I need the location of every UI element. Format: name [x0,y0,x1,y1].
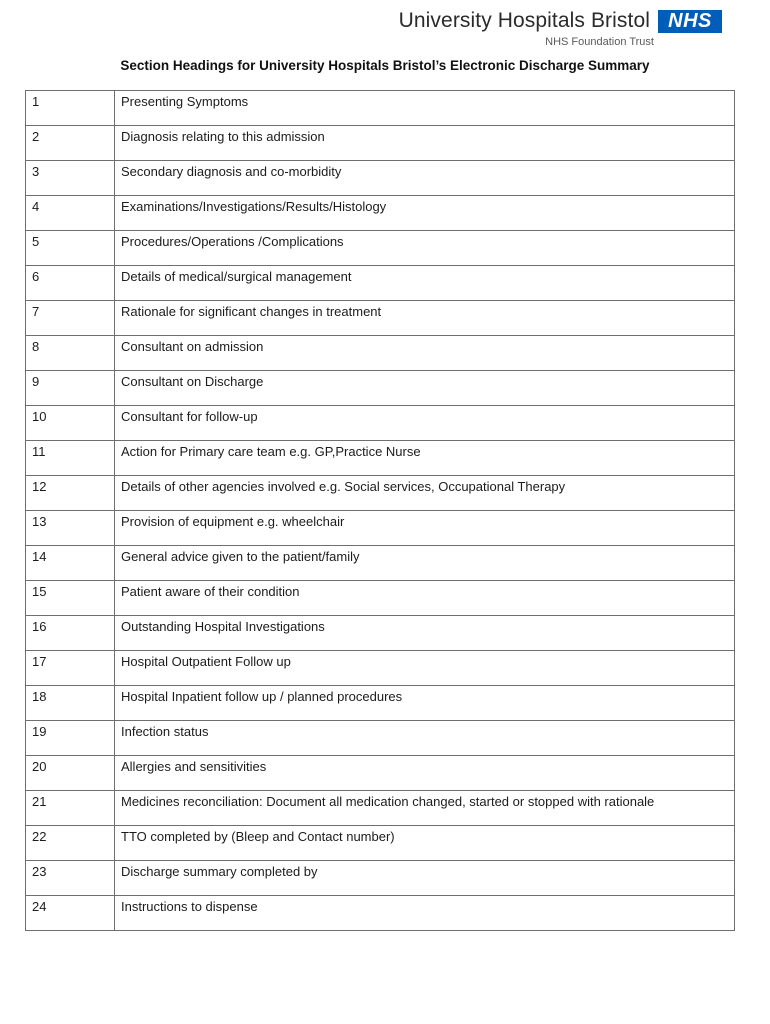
section-heading: Presenting Symptoms [121,94,249,109]
section-headings-table [25,90,735,931]
section-number: 11 [32,444,46,459]
section-heading: Action for Primary care team e.g. GP,Practice Nurse [121,444,421,459]
section-number: 1 [32,94,40,109]
section-heading: Medicines reconciliation: Document all medication changed, started or stopped with rationale [121,794,655,809]
table-row [26,476,735,511]
section-number-cell [26,441,115,476]
section-number: 7 [32,304,40,319]
section-number-cell [26,406,115,441]
section-heading-cell [115,616,735,651]
table-row [26,336,735,371]
section-number-cell [26,196,115,231]
logo-trust-name: NHS Foundation Trust [545,36,654,48]
section-heading-cell [115,511,735,546]
section-heading: General advice given to the patient/family [121,549,360,564]
section-heading-cell [115,231,735,266]
section-heading: Details of medical/surgical management [121,269,352,284]
section-number: 23 [32,864,47,879]
section-number: 8 [32,339,40,354]
section-heading: Discharge summary completed by [121,864,318,879]
table-row [26,441,735,476]
section-number: 21 [32,794,47,809]
section-number-cell [26,791,115,826]
section-heading: Infection status [121,724,209,739]
table-row [26,616,735,651]
section-heading: Outstanding Hospital Investigations [121,619,325,634]
section-number: 10 [32,409,47,424]
table-row [26,231,735,266]
table-row [26,546,735,581]
table-row [26,581,735,616]
section-number-cell [26,686,115,721]
section-heading-cell [115,441,735,476]
section-heading: Consultant on admission [121,339,264,354]
table-row [26,371,735,406]
table-row [26,791,735,826]
table-row [26,196,735,231]
table-row [26,721,735,756]
section-number-cell [26,546,115,581]
section-number: 18 [32,689,47,704]
section-number-cell [26,266,115,301]
section-heading-cell [115,371,735,406]
table-row [26,301,735,336]
section-heading: Examinations/Investigations/Results/Histology [121,199,387,214]
section-number: 4 [32,199,40,214]
section-heading-cell [115,826,735,861]
section-number-cell [26,721,115,756]
section-number-cell [26,861,115,896]
section-heading: Allergies and sensitivities [121,759,267,774]
section-number-cell [26,826,115,861]
section-heading: Procedures/Operations /Complications [121,234,344,249]
section-number-cell [26,511,115,546]
trust-logo [398,6,722,48]
document-title: Section Headings for University Hospitals Bristol’s Electronic Discharge Summary [120,58,650,73]
section-heading: Diagnosis relating to this admission [121,129,325,144]
table-row [26,756,735,791]
section-heading: Hospital Outpatient Follow up [121,654,291,669]
section-number-cell [26,301,115,336]
nhs-badge: NHS [658,10,722,33]
section-heading: Consultant for follow-up [121,409,258,424]
section-heading: TTO completed by (Bleep and Contact number) [121,829,395,844]
section-number: 16 [32,619,47,634]
section-heading: Rationale for significant changes in treatment [121,304,382,319]
table-row [26,126,735,161]
section-heading-cell [115,896,735,931]
section-heading-cell [115,301,735,336]
section-headings-body [26,91,735,931]
section-number-cell [26,616,115,651]
section-heading: Hospital Inpatient follow up / planned procedures [121,689,403,704]
table-row [26,651,735,686]
section-number: 15 [32,584,47,599]
section-heading-cell [115,196,735,231]
table-row [26,266,735,301]
section-number-cell [26,161,115,196]
section-number: 6 [32,269,40,284]
section-heading-cell [115,336,735,371]
section-number: 3 [32,164,40,179]
section-heading: Patient aware of their condition [121,584,300,599]
table-row [26,511,735,546]
section-heading: Instructions to dispense [121,899,258,914]
table-row [26,686,735,721]
section-number: 13 [32,514,47,529]
section-number-cell [26,756,115,791]
section-number-cell [26,476,115,511]
section-number-cell [26,581,115,616]
table-row [26,861,735,896]
section-heading-cell [115,651,735,686]
section-number: 17 [32,654,47,669]
section-heading-cell [115,721,735,756]
table-row [26,896,735,931]
section-number: 24 [32,899,47,914]
section-number-cell [26,896,115,931]
table-row [26,826,735,861]
section-heading: Details of other agencies involved e.g. Social services, Occupational Therapy [121,479,566,494]
section-number-cell [26,336,115,371]
table-row [26,91,735,126]
section-number-cell [26,231,115,266]
section-heading-cell [115,91,735,126]
section-heading-cell [115,686,735,721]
section-heading-cell [115,406,735,441]
section-number: 19 [32,724,47,739]
section-number-cell [26,651,115,686]
table-row [26,406,735,441]
table-row [26,161,735,196]
section-number-cell [26,91,115,126]
section-number: 12 [32,479,47,494]
logo-org-name: University Hospitals Bristol [398,9,650,32]
section-number: 5 [32,234,40,249]
section-number-cell [26,126,115,161]
section-heading-cell [115,756,735,791]
section-heading-cell [115,266,735,301]
section-number: 2 [32,129,40,144]
section-heading-cell [115,861,735,896]
section-heading: Secondary diagnosis and co-morbidity [121,164,342,179]
section-heading-cell [115,126,735,161]
section-number: 14 [32,549,47,564]
section-heading-cell [115,476,735,511]
section-number-cell [26,371,115,406]
section-heading: Consultant on Discharge [121,374,264,389]
section-heading-cell [115,161,735,196]
section-heading-cell [115,581,735,616]
section-heading-cell [115,546,735,581]
section-heading-cell [115,791,735,826]
section-heading: Provision of equipment e.g. wheelchair [121,514,345,529]
section-number: 22 [32,829,47,844]
section-number: 20 [32,759,47,774]
section-number: 9 [32,374,40,389]
